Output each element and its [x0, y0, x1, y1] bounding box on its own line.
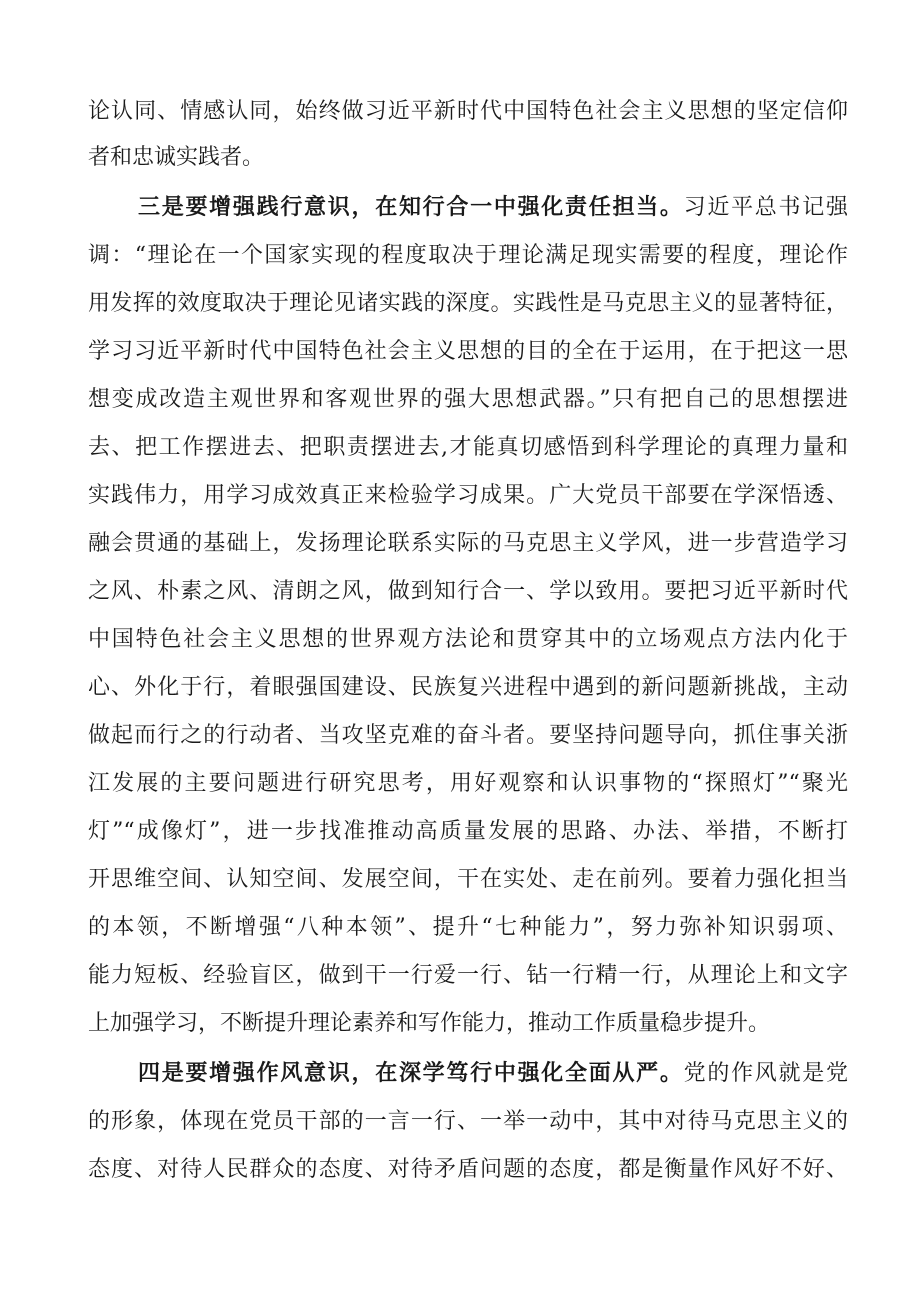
paragraph-line: 开思维空间、认知空间、发展空间，干在实处、走在前列。要着力强化担当: [88, 867, 848, 892]
paragraph-line: 调：“理论在一个国家实现的程度取决于理论满足现实需要的程度，理论作: [88, 243, 848, 268]
paragraph-line: 灯”“成像灯”，进一步找准推动高质量发展的思路、办法、举措，不断打: [88, 819, 848, 844]
section-3-heading: 三是要增强践行意识，在知行合一中强化责任担当。: [138, 195, 684, 220]
paragraph-line: 者和忠诚实践者。: [88, 145, 265, 170]
paragraph-line: 中国特色社会主义思想的世界观方法论和贯穿其中的立场观点方法内化于: [88, 627, 848, 652]
section-3-lead-text: 习近平总书记强: [683, 195, 848, 220]
paragraph-line: 实践伟力，用学习成效真正来检验学习成果。广大党员干部要在学深悟透、: [88, 483, 848, 508]
paragraph-line: 之风、朴素之风、清朗之风，做到知行合一、学以致用。要把习近平新时代: [88, 579, 848, 604]
section-4-first-line: [138, 1052, 848, 1096]
paragraph-line: 学习习近平新时代中国特色社会主义思想的目的全在于运用，在于把这一思: [88, 339, 848, 364]
paragraph-line: 心、外化于行，着眼强国建设、民族复兴进程中遇到的新问题新挑战，主动: [88, 675, 848, 700]
paragraph-line: 想变成改造主观世界和客观世界的强大思想武器。”只有把自己的思想摆进: [88, 387, 848, 412]
paragraph-line: 能力短板、经验盲区，做到干一行爱一行、钻一行精一行，从理论上和文字: [88, 963, 848, 988]
paragraph-line: 江发展的主要问题进行研究思考，用好观察和认识事物的“探照灯”“聚光: [88, 771, 848, 796]
paragraph-line: 的形象，体现在党员干部的一言一行、一举一动中，其中对待马克思主义的: [88, 1109, 848, 1134]
paragraph-line: 去、把工作摆进去、把职责摆进去,才能真切感悟到科学理论的真理力量和: [88, 435, 848, 460]
paragraph-line: 用发挥的效度取决于理论见诸实践的深度。实践性是马克思主义的显著特征，: [88, 291, 848, 316]
paragraph-line: 上加强学习，不断提升理论素养和写作能力，推动工作质量稳步提升。: [88, 1011, 771, 1036]
paragraph-line: 融会贯通的基础上，发扬理论联系实际的马克思主义学风，进一步营造学习: [88, 531, 848, 556]
section-4-heading: 四是要增强作风意识，在深学笃行中强化全面从严。: [138, 1061, 684, 1086]
paragraph-line: 做起而行之的行动者、当攻坚克难的奋斗者。要坚持问题导向，抓住事关浙: [88, 723, 848, 748]
section-3-first-line: [138, 186, 848, 230]
section-4-lead-text: 党的作风就是党: [683, 1061, 848, 1086]
paragraph-line: 的本领，不断增强“八种本领”、提升“七种能力”，努力弥补知识弱项、: [88, 915, 848, 940]
paragraph-line: 论认同、情感认同，始终做习近平新时代中国特色社会主义思想的坚定信仰: [88, 99, 848, 124]
paragraph-line: 态度、对待人民群众的态度、对待矛盾问题的态度，都是衡量作风好不好、: [88, 1157, 848, 1182]
